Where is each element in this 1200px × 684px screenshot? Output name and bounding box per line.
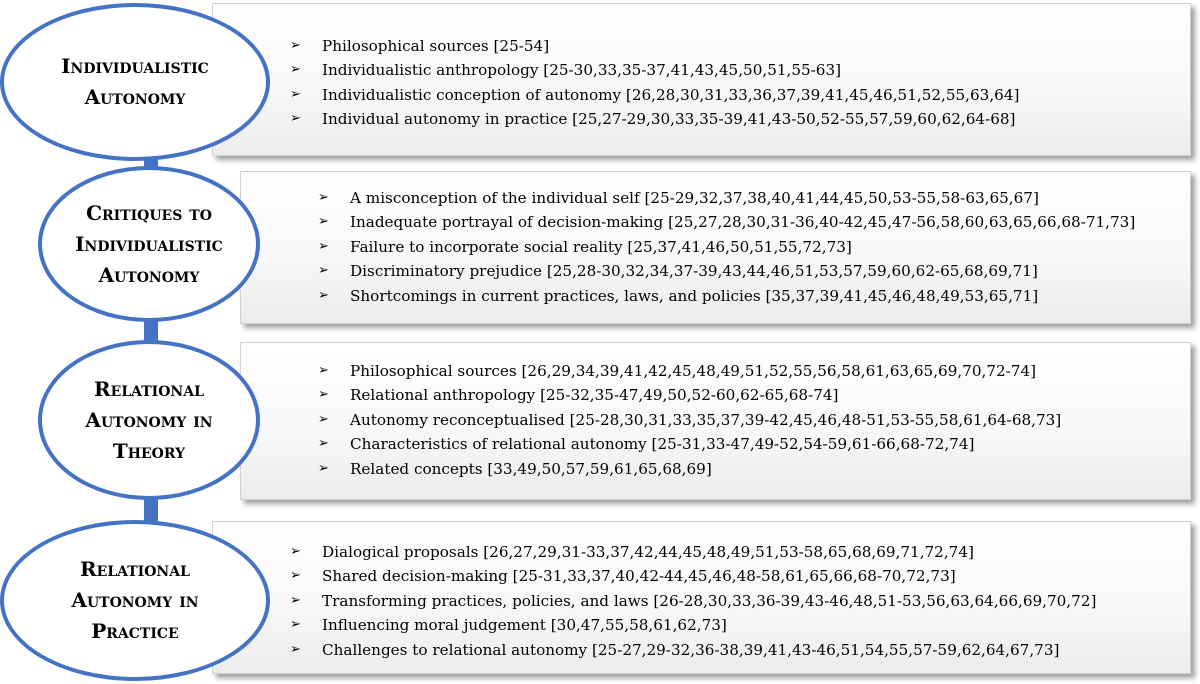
arrow-bullet-icon: ➢: [290, 86, 301, 102]
arrow-bullet-icon: ➢: [318, 287, 329, 303]
section-box-relational-theory: [240, 342, 1191, 500]
list-item: ➢ Related concepts [33,49,50,57,59,61,65,68,69]: [318, 457, 1061, 481]
arrow-bullet-icon: ➢: [290, 544, 301, 559]
arrow-bullet-icon: ➢: [290, 38, 301, 53]
list-item: ➢ Dialogical proposals [26,27,29,31-33,37,42,44,45,48,49,51,53-58,65,68,69,71,72,74]: [290, 540, 1096, 564]
list-item: ➢ Characteristics of relational autonomy [25-31,33-47,49-52,54-59,61-66,68-72,74]: [318, 432, 1061, 456]
section-box-individualistic-autonomy: [212, 3, 1191, 156]
list-item: ➢ Shared decision-making [25-31,33,37,40,42-44,45,46,48-58,61,65,66,68-70,72,73]: [290, 564, 1096, 588]
section-title: Individualistic Autonomy: [61, 54, 209, 109]
arrow-bullet-icon: ➢: [290, 592, 301, 608]
arrow-bullet-icon: ➢: [318, 190, 329, 205]
item-list: [290, 540, 1096, 662]
list-item: ➢ A misconception of the individual self [25-29,32,37,38,40,41,44,45,50,53-55,58-63,65,67]: [318, 186, 1135, 210]
section-title: Critiques to Individualistic Autonomy: [75, 200, 223, 287]
arrow-bullet-icon: ➢: [318, 263, 329, 279]
arrow-bullet-icon: ➢: [290, 111, 301, 127]
arrow-bullet-icon: ➢: [318, 387, 329, 403]
list-item: ➢ Individual autonomy in practice [25,27-29,30,33,35-39,41,43-50,52-55,57,59,60,62,64-68]: [290, 107, 1019, 131]
section-title: Relational Autonomy in Practice: [71, 557, 199, 643]
ellipse-critiques: [38, 166, 260, 322]
arrow-bullet-icon: ➢: [318, 214, 329, 230]
item-list: [318, 359, 1061, 481]
arrow-bullet-icon: ➢: [290, 641, 301, 657]
list-item: ➢ Philosophical sources [25-54]: [290, 34, 1019, 58]
list-item: ➢ Autonomy reconceptualised [25-28,30,31,33,35,37,39-42,45,46,48-51,53-55,58,61,64-68,73]: [318, 408, 1061, 432]
item-list: [318, 186, 1135, 308]
list-item: ➢ Challenges to relational autonomy [25-27,29-32,36-38,39,41,43-46,51,54,55,57-59,62,64,67,73]: [290, 638, 1096, 662]
arrow-bullet-icon: ➢: [290, 617, 301, 633]
list-item: ➢ Influencing moral judgement [30,47,55,58,61,62,73]: [290, 613, 1096, 637]
arrow-bullet-icon: ➢: [318, 411, 329, 427]
arrow-bullet-icon: ➢: [318, 460, 329, 476]
section-box-relational-practice: [212, 521, 1191, 674]
list-item: ➢ Inadequate portrayal of decision-making [25,27,28,30,31-36,40-42,45,47-56,58,60,63,65,66,68-71,73]: [318, 210, 1135, 234]
list-item: ➢ Philosophical sources [26,29,34,39,41,42,45,48,49,51,52,55,56,58,61,63,65,69,70,72-74]: [318, 359, 1061, 383]
arrow-bullet-icon: ➢: [318, 363, 329, 378]
section-title: Relational Autonomy in Theory: [85, 376, 213, 463]
ellipse-relational-theory: [38, 340, 260, 500]
ellipse-relational-practice: [0, 520, 270, 681]
item-list: [290, 34, 1019, 132]
list-item: ➢ Transforming practices, policies, and laws [26-28,30,33,36-39,43-46,48,51-53,56,63,64,66,69,70,72]: [290, 589, 1096, 613]
section-box-critiques: [240, 171, 1191, 324]
arrow-bullet-icon: ➢: [290, 62, 301, 78]
arrow-bullet-icon: ➢: [318, 238, 329, 254]
list-item: ➢ Failure to incorporate social reality [25,37,41,46,50,51,55,72,73]: [318, 235, 1135, 259]
list-item: ➢ Individualistic anthropology [25-30,33,35-37,41,43,45,50,51,55-63]: [290, 58, 1019, 82]
arrow-bullet-icon: ➢: [318, 436, 329, 452]
arrow-bullet-icon: ➢: [290, 568, 301, 584]
ellipse-individualistic-autonomy: [0, 3, 270, 161]
list-item: ➢ Discriminatory prejudice [25,28-30,32,34,37-39,43,44,46,51,53,57,59,60,62-65,68,69,71]: [318, 259, 1135, 283]
list-item: ➢ Shortcomings in current practices, laws, and policies [35,37,39,41,45,46,48,49,53,65,71]: [318, 284, 1135, 308]
list-item: ➢ Relational anthropology [25-32,35-47,49,50,52-60,62-65,68-74]: [318, 383, 1061, 407]
list-item: ➢ Individualistic conception of autonomy [26,28,30,31,33,36,37,39,41,45,46,51,52,55,63,64]: [290, 83, 1019, 107]
